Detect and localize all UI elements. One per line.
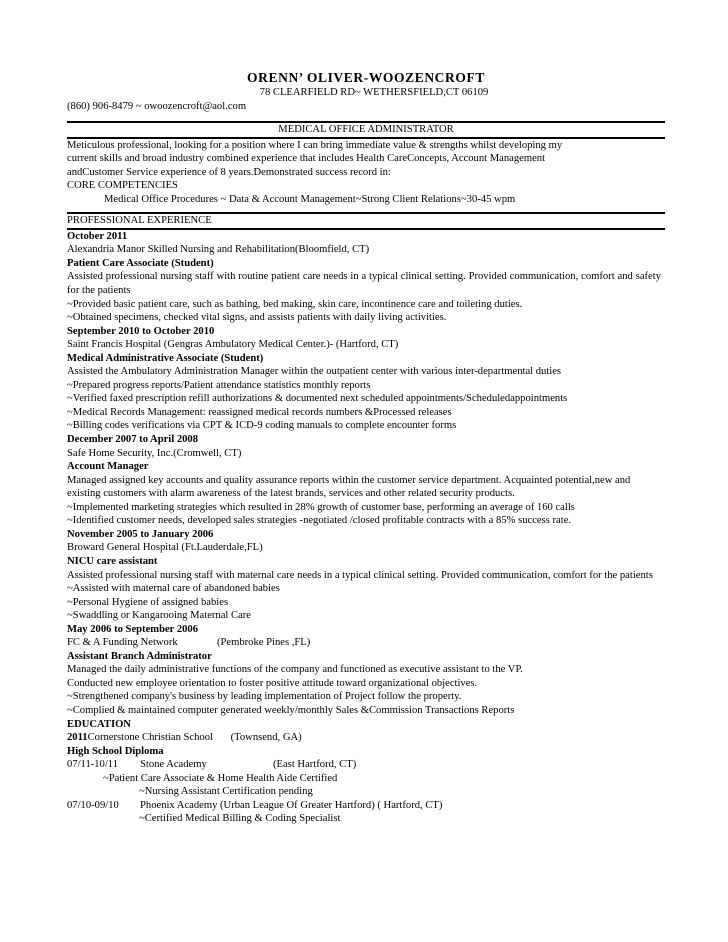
objective-line: Meticulous professional, looking for a position where I can bring immediate value & strengths whilst developing my	[67, 139, 563, 151]
job-title: NICU care assistant	[67, 555, 158, 567]
education-certification: ~Patient Care Associate & Home Health Aide Certified	[103, 772, 338, 784]
job-employer: Saint Francis Hospital (Gengras Ambulatory Medical Center.)- (Hartford, CT)	[67, 339, 399, 351]
job-bullet: ~Personal Hygiene of assigned babies	[67, 596, 229, 608]
job-employer: Alexandria Manor Skilled Nursing and Rehabilitation(Bloomfield, CT)	[67, 244, 370, 256]
education-school: Phoenix Academy (Urban League Of Greater Hartford) ( Hartford, CT)	[140, 799, 443, 811]
education-school: Stone Academy	[140, 759, 207, 771]
job-bullet: ~Identified customer needs, developed sales strategies -negotiated /closed profitable contracts with a 85% success rate.	[67, 515, 572, 527]
education-dates: 07/10-09/10	[67, 799, 119, 811]
job-bullet: ~Implemented marketing strategies which resulted in 28% growth of customer base, performing an average of 160 calls	[67, 501, 575, 513]
education-location: (East Hartford, CT)	[273, 759, 357, 771]
education-location: (Townsend, GA)	[230, 732, 302, 744]
objective-title: MEDICAL OFFICE ADMINISTRATOR	[278, 123, 454, 135]
education-year: 2011	[67, 732, 88, 744]
job-bullet: ~Billing codes verifications via CPT & ICD-9 coding manuals to complete encounter forms	[67, 420, 457, 432]
education-school: Cornerstone Christian School	[87, 732, 213, 744]
job-summary: Managed assigned key accounts and quality assurance reports within the customer service department. Acquainted potential,new and existing customers with alarm awareness of the latest brands, services and other related security products.	[67, 474, 631, 500]
job-bullet: ~Medical Records Management: reassigned medical records numbers &Processed releases	[67, 406, 452, 418]
education-entry	[67, 799, 665, 813]
job-summary: Managed the daily administrative functions of the company and functioned as executive assistant to the VP.	[67, 664, 523, 676]
competencies-list: Medical Office Procedures ~ Data & Account Management~Strong Client Relations~30-45 wpm	[104, 193, 516, 205]
job-employer-location: (Pembroke Pines ,FL)	[217, 637, 311, 649]
job-dates: October 2011	[67, 230, 128, 242]
resume-document	[67, 70, 665, 826]
job-employer: Broward General Hospital (Ft.Lauderdale,FL)	[67, 542, 263, 554]
competencies-heading: CORE COMPETENCIES	[67, 180, 178, 192]
objective-line: current skills and broad industry combined experience that includes Health CareConcepts, Account Management	[67, 153, 546, 165]
job-bullet: ~Swaddling or Kangarooing Maternal Care	[67, 610, 252, 622]
applicant-name: ORENN’ OLIVER-WOOZENCROFT	[247, 70, 485, 85]
job-dates: November 2005 to January 2006	[67, 528, 214, 540]
applicant-contact: (860) 906-8479 ~ owoozencroft@aol.com	[67, 101, 247, 112]
job-entry	[67, 325, 665, 433]
education-certification: ~Certified Medical Billing & Coding Specialist	[139, 813, 341, 825]
job-bullet: ~Provided basic patient care, such as bathing, bed making, skin care, incontinence care and toileting duties.	[67, 298, 523, 310]
job-title: Assistant Branch Administrator	[67, 650, 212, 662]
job-title: Account Manager	[67, 461, 149, 473]
education-diploma: High School Diploma	[67, 745, 164, 757]
education-entry	[67, 731, 665, 745]
job-summary: Conducted new employee orientation to foster positive attitude toward organizational objectives.	[67, 677, 478, 689]
experience-heading: PROFESSIONAL EXPERIENCE	[67, 215, 212, 227]
education-dates: 07/11-10/11	[67, 759, 119, 771]
job-employer-name: FC & A Funding Network	[67, 637, 178, 649]
education-heading: EDUCATION	[67, 718, 131, 730]
job-bullet: ~Verified faxed prescription refill authorizations & documented next scheduled appointments/Scheduledappointments	[67, 393, 568, 405]
objective-line: andCustomer Service experience of 8 years.Demonstrated success record in:	[67, 166, 391, 178]
job-bullet: ~Obtained specimens, checked vital signs, and assists patients with daily living activities.	[67, 312, 447, 324]
job-summary: Assisted professional nursing staff with routine patient care needs in a typical clinical setting. Provided communication, comfort and safety for the patients	[67, 271, 661, 297]
job-title: Medical Administrative Associate (Student)	[67, 352, 264, 364]
job-bullet: ~Prepared progress reports/Patient attendance statistics monthly reports	[67, 379, 371, 391]
job-employer: Safe Home Security, Inc.(Cromwell, CT)	[67, 447, 242, 459]
job-employer	[67, 636, 665, 650]
job-summary: Assisted the Ambulatory Administration Manager within the outpatient center with various inter-departmental duties	[67, 366, 562, 378]
applicant-address: 78 CLEARFIELD RD~ WETHERSFIELD,CT 06109	[259, 87, 489, 98]
job-dates: May 2006 to September 2006	[67, 623, 199, 635]
education-certification: ~Nursing Assistant Certification pending	[139, 786, 313, 798]
job-title: Patient Care Associate (Student)	[67, 257, 214, 269]
job-dates: December 2007 to April 2008	[67, 434, 199, 446]
job-entry	[67, 528, 665, 623]
job-entry	[67, 623, 665, 718]
job-bullet: ~Strengthened company's business by leading implementation of Project follow the property.	[67, 691, 462, 703]
job-entry	[67, 230, 665, 325]
job-entry	[67, 433, 665, 528]
job-bullet: ~Assisted with maternal care of abandoned babies	[67, 583, 280, 595]
job-dates: September 2010 to October 2010	[67, 325, 215, 337]
education-entry	[67, 758, 665, 772]
job-summary: Assisted professional nursing staff with maternal care needs in a typical clinical setting. Provided communication, comfort for the patients	[67, 569, 653, 581]
job-bullet: ~Complied & maintained computer generated weekly/monthly Sales &Commission Transactions Reports	[67, 704, 515, 716]
